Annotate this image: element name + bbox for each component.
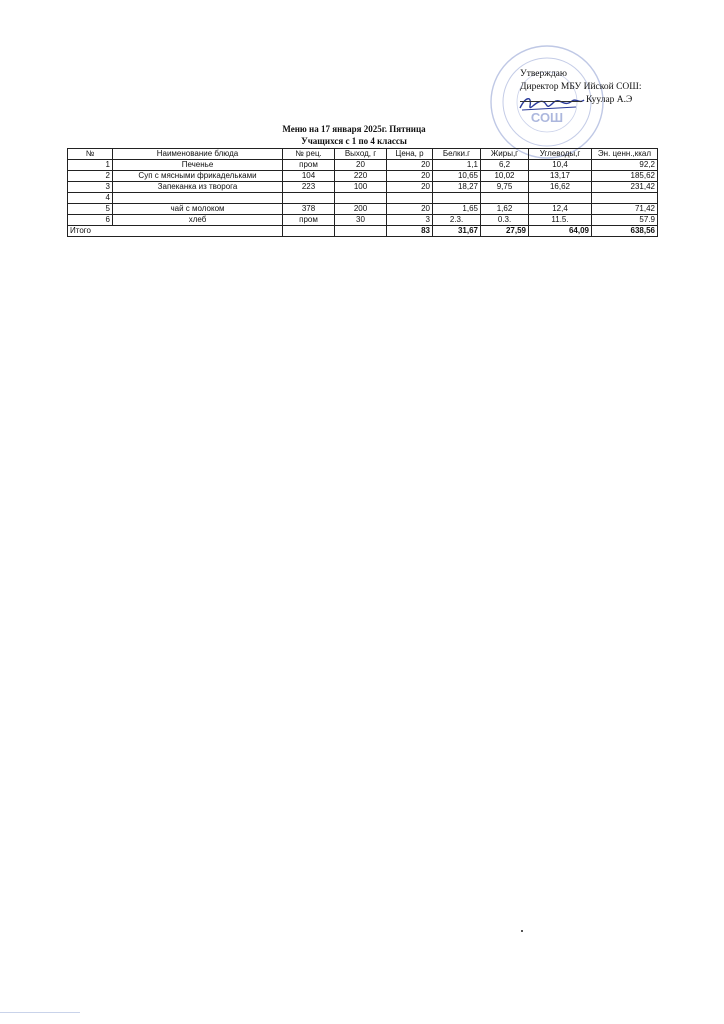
cell-fat: 6,2	[481, 160, 529, 171]
signature-line	[520, 101, 582, 102]
cell-energy: 57.9	[592, 215, 658, 226]
table-row	[68, 215, 658, 226]
table-row	[68, 160, 658, 171]
cell-energy: 231,42	[592, 182, 658, 193]
cell-energy: 71,42	[592, 204, 658, 215]
cell-number: 2	[68, 171, 113, 182]
approval-block	[520, 68, 642, 107]
cell-price: 20	[387, 160, 433, 171]
cell-carbs: 11.5.	[529, 215, 592, 226]
menu-table	[67, 148, 658, 237]
cell-price: 20	[387, 171, 433, 182]
cell-number: 5	[68, 204, 113, 215]
total-recipe	[283, 226, 335, 237]
cell-carbs: 16,62	[529, 182, 592, 193]
table-row	[68, 182, 658, 193]
cell-fat: 0.3.	[481, 215, 529, 226]
cell-yield	[335, 193, 387, 204]
cell-dish: чай с молоком	[113, 204, 283, 215]
cell-carbs	[529, 193, 592, 204]
total-label: Итого	[68, 226, 283, 237]
cell-protein: 10,65	[433, 171, 481, 182]
cell-number: 1	[68, 160, 113, 171]
cell-protein: 1,1	[433, 160, 481, 171]
total-yield	[335, 226, 387, 237]
col-header: Цена, р	[387, 149, 433, 160]
col-header: №	[68, 149, 113, 160]
total-price: 83	[387, 226, 433, 237]
col-header: Эн. ценн.,ккал	[592, 149, 658, 160]
cell-recipe: 378	[283, 204, 335, 215]
cell-energy: 185,62	[592, 171, 658, 182]
cell-yield: 220	[335, 171, 387, 182]
col-header: Жиры,г	[481, 149, 529, 160]
cell-number: 6	[68, 215, 113, 226]
col-header: Наименование блюда	[113, 149, 283, 160]
cell-price	[387, 193, 433, 204]
table-row	[68, 171, 658, 182]
cell-protein: 18,27	[433, 182, 481, 193]
approval-position: Директор МБУ Ийской СОШ:	[520, 82, 642, 92]
cell-recipe: пром	[283, 160, 335, 171]
cell-price: 20	[387, 204, 433, 215]
cell-recipe	[283, 193, 335, 204]
table-total-row	[68, 226, 658, 237]
cell-number: 3	[68, 182, 113, 193]
total-protein: 31,67	[433, 226, 481, 237]
cell-recipe: 104	[283, 171, 335, 182]
total-energy: 638,56	[592, 226, 658, 237]
approval-label: Утверждаю	[520, 69, 567, 79]
col-header: Белки.г	[433, 149, 481, 160]
col-header: Углеводы,г	[529, 149, 592, 160]
cell-dish: хлеб	[113, 215, 283, 226]
cell-dish: Запеканка из творога	[113, 182, 283, 193]
cell-protein: 1,65	[433, 204, 481, 215]
cell-energy	[592, 193, 658, 204]
cell-fat: 1,62	[481, 204, 529, 215]
cell-price: 3	[387, 215, 433, 226]
col-header: Выход, г	[335, 149, 387, 160]
cell-recipe: пром	[283, 215, 335, 226]
cell-energy: 92,2	[592, 160, 658, 171]
col-header: № рец.	[283, 149, 335, 160]
cell-protein	[433, 193, 481, 204]
scan-artifact	[521, 930, 523, 932]
cell-dish	[113, 193, 283, 204]
cell-carbs: 12,4	[529, 204, 592, 215]
cell-yield: 30	[335, 215, 387, 226]
cell-protein: 2.3.	[433, 215, 481, 226]
table-row	[68, 204, 658, 215]
cell-fat	[481, 193, 529, 204]
table-header-row	[68, 149, 658, 160]
scan-artifact	[0, 1012, 80, 1013]
cell-yield: 100	[335, 182, 387, 193]
cell-number: 4	[68, 193, 113, 204]
menu-title: Меню на 17 января 2025г. Пятница	[282, 124, 426, 134]
cell-fat: 10,02	[481, 171, 529, 182]
cell-dish: Суп с мясными фрикадельками	[113, 171, 283, 182]
stamp-text: СОШ	[530, 110, 564, 125]
cell-dish: Печенье	[113, 160, 283, 171]
cell-yield: 200	[335, 204, 387, 215]
cell-fat: 9,75	[481, 182, 529, 193]
cell-recipe: 223	[283, 182, 335, 193]
cell-carbs: 10,4	[529, 160, 592, 171]
cell-yield: 20	[335, 160, 387, 171]
menu-subtitle: Учащихся с 1 по 4 классы	[301, 136, 407, 146]
table-row	[68, 193, 658, 204]
total-fat: 27,59	[481, 226, 529, 237]
total-carbs: 64,09	[529, 226, 592, 237]
cell-price: 20	[387, 182, 433, 193]
approval-signer: Куулар А.Э	[586, 95, 633, 105]
approval-signer-line	[520, 94, 642, 107]
cell-carbs: 13,17	[529, 171, 592, 182]
